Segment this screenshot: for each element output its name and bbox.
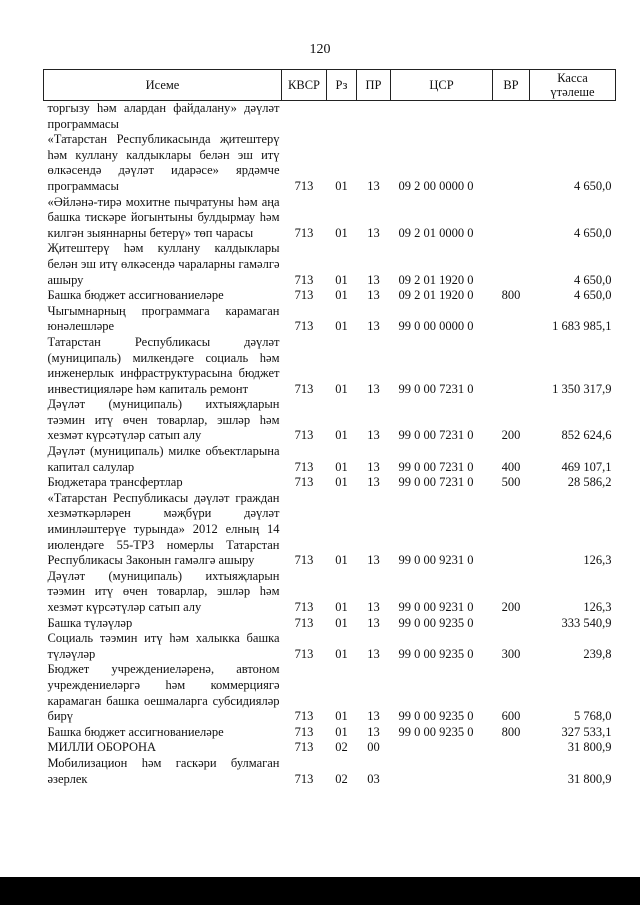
cell-name: Дәүләт (муниципаль) милке объектларына капитал салулар	[47, 444, 280, 474]
table-row	[44, 740, 616, 756]
cell-name: Бюджет учреждениеләренә, автоном учреждениеләргә һәм коммерциягә карамаган башка оешмаларга субсидияләр бирү	[47, 662, 280, 724]
cell-name: «Әйләнә-тирә мохитне пычратуны һәм аңа башка тискәре йогынтыны булдырмау һәм килгән зыяннарны бетерү» төп чарасы	[47, 194, 280, 240]
cell-kvsr: 713	[294, 272, 314, 287]
cell-amount: 5 768,0	[574, 709, 612, 724]
cell-name: Мобилизацион һәм гаскәри булмаган әзерлек	[47, 755, 280, 786]
cell-vr	[493, 491, 530, 569]
cell-csr	[391, 740, 493, 756]
cell-vr: 200	[501, 428, 521, 443]
cell-csr: 09 2 01 1920 0	[398, 272, 474, 287]
cell-pr	[357, 101, 391, 133]
cell-csr: 99 0 00 7231 0	[398, 475, 474, 490]
cell-kvsr	[282, 101, 327, 133]
cell-rz: 01	[335, 724, 348, 739]
table-row	[44, 725, 616, 741]
cell-csr: 09 2 01 0000 0	[398, 225, 474, 240]
cell-kvsr: 713	[294, 288, 314, 303]
cell-pr: 13	[367, 178, 380, 193]
cell-csr: 99 0 00 9231 0	[398, 600, 474, 614]
cell-name: Социаль тәэмин итү һәм халыкка башка түләүләр	[47, 631, 280, 661]
cell-amount: 4 650,0	[574, 225, 612, 240]
cell-pr: 00	[367, 740, 380, 755]
table-row	[44, 335, 616, 397]
cell-csr: 09 2 01 1920 0	[398, 288, 474, 303]
header-kvsr: КВСР	[282, 70, 327, 101]
cell-kvsr: 713	[294, 724, 314, 739]
cell-name: Башка бюджет ассигнованиеләре	[47, 724, 224, 739]
cell-rz: 01	[335, 646, 348, 661]
cell-amount: 4 650,0	[574, 288, 612, 303]
cell-kvsr: 713	[294, 381, 314, 396]
cell-pr: 13	[367, 600, 380, 614]
cell-pr: 03	[367, 771, 380, 786]
cell-amount: 333 540,9	[561, 615, 612, 630]
cell-rz: 01	[335, 178, 348, 193]
cell-rz: 01	[335, 553, 348, 568]
cell-csr: 99 0 00 7231 0	[398, 381, 474, 396]
cell-csr: 99 0 00 7231 0	[398, 459, 474, 474]
cell-vr: 500	[501, 475, 521, 490]
cell-vr: 600	[501, 709, 521, 724]
cell-rz: 01	[335, 428, 348, 443]
cell-vr: 800	[501, 288, 521, 303]
cell-kvsr: 713	[294, 178, 314, 193]
table-row	[44, 101, 616, 133]
cell-csr	[391, 756, 493, 787]
cell-name: торгызу һәм алардан файдалану» дәүләт программасы	[47, 101, 280, 131]
cell-rz: 01	[335, 319, 348, 334]
cell-name: Татарстан Республикасы дәүләт (муниципаль) милкендәге социаль һәм инженерлык инфраструктурасына бюджет инвестицияләре һәм капиталь ремонт	[47, 334, 280, 396]
cell-pr: 13	[367, 724, 380, 739]
cell-vr	[493, 756, 530, 787]
cell-amount: 4 650,0	[574, 272, 612, 287]
cell-kvsr: 713	[294, 771, 314, 786]
header-rz: Рз	[327, 70, 357, 101]
cell-csr: 99 0 00 9231 0	[398, 553, 474, 568]
cell-amount: 1 350 317,9	[552, 381, 612, 396]
cell-pr: 13	[367, 381, 380, 396]
cell-name: Дәүләт (муниципаль) ихтыяҗларын тәэмин итү өчен товарлар, эшләр һәм хезмәт күрсәтүләр сатып алу	[47, 397, 280, 443]
cell-amount: 31 800,9	[567, 771, 612, 786]
cell-csr: 99 0 00 9235 0	[398, 646, 474, 661]
cell-vr: 300	[501, 646, 521, 661]
cell-pr: 13	[367, 459, 380, 474]
cell-kvsr: 713	[294, 459, 314, 474]
cell-name: «Татарстан Республикасында җитештерү һәм куллану калдыклары белән эш итү өлкәсендә дәүләт идарәсе» ярдәмче программасы	[47, 132, 280, 193]
table-row	[44, 569, 616, 616]
cell-kvsr: 713	[294, 600, 314, 614]
scan-bottom-edge	[0, 877, 640, 905]
cell-csr: 99 0 00 9235 0	[398, 709, 474, 724]
cell-csr: 99 0 00 9235 0	[398, 615, 474, 630]
cell-amount: 126,3	[583, 600, 612, 614]
cell-pr: 13	[367, 428, 380, 443]
header-name: Исеме	[44, 70, 282, 101]
cell-vr: 200	[501, 600, 521, 614]
header-kassa-line2: үтәлеше	[550, 85, 595, 99]
cell-kvsr: 713	[294, 553, 314, 568]
cell-pr: 13	[367, 272, 380, 287]
cell-name: Чыгымнарның программага карамаган юнәлешләре	[47, 303, 280, 334]
cell-rz: 01	[335, 709, 348, 724]
cell-csr: 99 0 00 7231 0	[398, 428, 474, 443]
cell-pr: 13	[367, 553, 380, 568]
cell-kvsr: 713	[294, 646, 314, 661]
table-row	[44, 491, 616, 569]
cell-name: Башка түләүләр	[47, 615, 133, 630]
cell-name: Җитештерү һәм куллану калдыклары белән эш итү өлкәсендә чараларны гамәлгә ашыру	[47, 241, 280, 287]
cell-kvsr: 713	[294, 225, 314, 240]
cell-kvsr: 713	[294, 740, 314, 755]
cell-rz: 02	[335, 771, 348, 786]
cell-rz: 01	[335, 615, 348, 630]
cell-rz: 01	[335, 459, 348, 474]
cell-rz: 01	[335, 272, 348, 287]
cell-amount: 1 683 985,1	[552, 319, 612, 334]
table-row	[44, 195, 616, 242]
cell-kvsr: 713	[294, 475, 314, 490]
cell-csr: 09 2 00 0000 0	[398, 178, 474, 193]
cell-vr	[493, 195, 530, 242]
table-row	[44, 304, 616, 335]
cell-vr: 400	[501, 459, 521, 474]
cell-amount: 31 800,9	[567, 740, 612, 755]
cell-amount: 327 533,1	[561, 724, 612, 739]
cell-kvsr: 713	[294, 709, 314, 724]
cell-pr: 13	[367, 225, 380, 240]
cell-vr	[493, 101, 530, 133]
header-kassa-line1: Касса	[557, 71, 588, 85]
table-row	[44, 756, 616, 787]
cell-vr	[493, 740, 530, 756]
cell-amount: 852 624,6	[561, 428, 612, 443]
cell-vr	[493, 616, 530, 632]
header-vr: ВР	[493, 70, 530, 101]
cell-pr: 13	[367, 646, 380, 661]
cell-csr: 99 0 00 0000 0	[398, 319, 474, 334]
cell-kvsr: 713	[294, 319, 314, 334]
page-number: 120	[309, 42, 331, 57]
cell-pr: 13	[367, 615, 380, 630]
cell-rz	[327, 101, 357, 133]
cell-amount: 239,8	[583, 646, 612, 661]
cell-amount: 28 586,2	[567, 475, 612, 490]
cell-amount: 469 107,1	[561, 459, 612, 474]
table-row	[44, 631, 616, 662]
header-kassa	[530, 70, 616, 101]
table-header	[44, 70, 616, 101]
cell-vr	[493, 132, 530, 194]
header-csr: ЦСР	[391, 70, 493, 101]
cell-pr: 13	[367, 288, 380, 303]
header-pr: ПР	[357, 70, 391, 101]
table-row	[44, 397, 616, 444]
cell-pr: 13	[367, 709, 380, 724]
cell-rz: 01	[335, 600, 348, 614]
cell-kvsr: 713	[294, 428, 314, 443]
cell-csr	[391, 101, 493, 133]
table-row	[44, 241, 616, 288]
cell-rz: 01	[335, 225, 348, 240]
cell-csr: 99 0 00 9235 0	[398, 724, 474, 739]
table-row	[44, 616, 616, 632]
cell-amount: 4 650,0	[574, 178, 612, 193]
cell-rz: 01	[335, 475, 348, 490]
cell-amount: 126,3	[583, 553, 612, 568]
table-row	[44, 288, 616, 304]
cell-rz: 02	[335, 740, 348, 755]
cell-name: МИЛЛИ ОБОРОНА	[47, 740, 157, 755]
cell-pr: 13	[367, 475, 380, 490]
cell-rz: 01	[335, 381, 348, 396]
cell-name: «Татарстан Республикасы дәүләт граждан хезмәткәрләрен мәҗбүри дәүләт иминләштерүе турында» 2012 елның 14 июлендәге 55-ТРЗ номерлы Татарстан Республикасы Законын гамәлгә ашыру	[47, 490, 280, 568]
cell-amount	[530, 101, 616, 133]
cell-name: Бюджетара трансфертлар	[47, 475, 183, 490]
table-body	[44, 101, 616, 788]
cell-vr: 800	[501, 724, 521, 739]
cell-kvsr: 713	[294, 615, 314, 630]
cell-vr	[493, 335, 530, 397]
table-row	[44, 444, 616, 475]
cell-name: Башка бюджет ассигнованиеләре	[47, 288, 224, 303]
cell-vr	[493, 304, 530, 335]
budget-table	[43, 69, 616, 787]
table-row	[44, 662, 616, 724]
cell-name: Дәүләт (муниципаль) ихтыяҗларын тәэмин итү өчен товарлар, эшләр һәм хезмәт күрсәтүләр сатып алу	[47, 568, 280, 614]
cell-vr	[493, 241, 530, 288]
cell-pr: 13	[367, 319, 380, 334]
table-row	[44, 132, 616, 194]
cell-rz: 01	[335, 288, 348, 303]
table-row	[44, 475, 616, 491]
